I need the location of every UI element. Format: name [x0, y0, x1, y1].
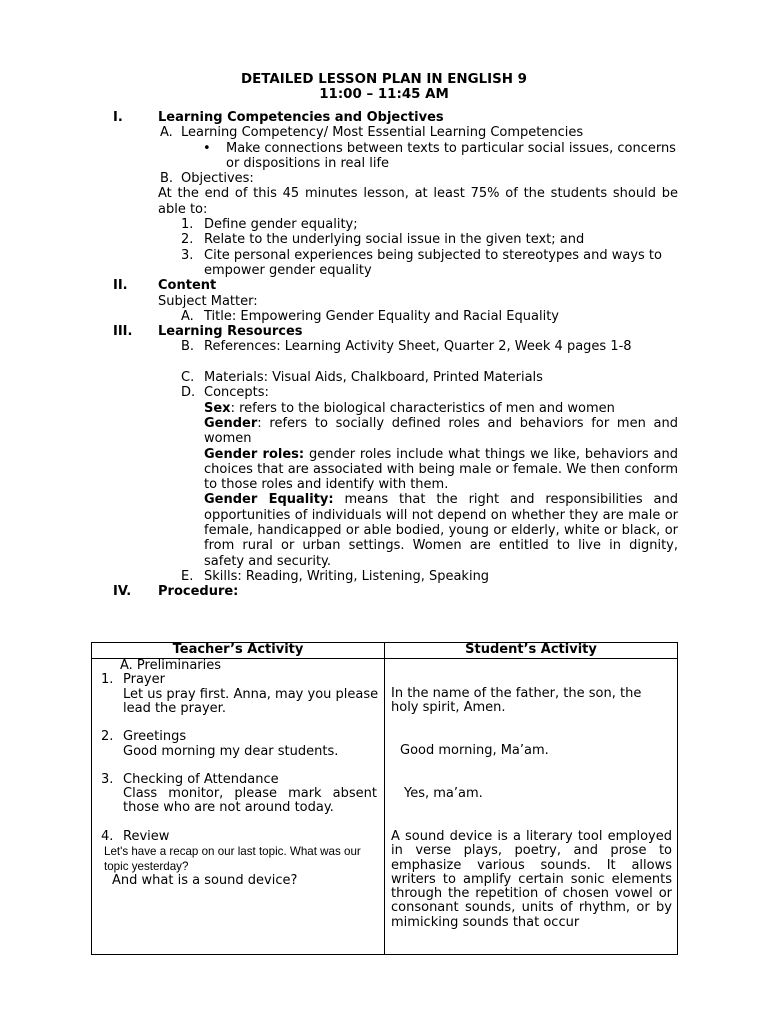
skills-item [0, 569, 768, 584]
item-text: Title: Empowering Gender Equality and Racial Equality [204, 308, 559, 324]
concept-definition [0, 416, 768, 447]
item-text: Objectives: [181, 171, 254, 187]
item-marker: B. [181, 339, 195, 355]
item-text: Skills: Reading, Writing, Listening, Speaking [204, 568, 490, 584]
item-number: 3. [101, 772, 114, 787]
item-label: Checking of Attendance [123, 772, 279, 787]
title-item [0, 309, 768, 324]
section-number: IV. [113, 584, 132, 600]
item-marker: B. [160, 171, 174, 187]
section-1-heading [0, 110, 768, 125]
concept-term: Gender Equality: [204, 492, 334, 508]
concept-sep: : [257, 415, 262, 431]
concept-term: Gender [204, 415, 258, 431]
objective-item [0, 248, 768, 279]
section-number: III. [113, 324, 133, 340]
student-activity-header: Student’s Activity [385, 643, 678, 659]
item-number: 2. [101, 729, 114, 744]
bullet-icon: • [203, 140, 211, 156]
objective-number: 1. [181, 217, 194, 233]
item-marker: D. [181, 385, 196, 401]
concept-def: refers to socially defined roles and behaviors for men and women [204, 415, 678, 447]
table-row [92, 659, 678, 955]
teacher-activity-cell [92, 659, 385, 955]
item-text: Learning Competency/ Most Essential Learning Competencies [181, 125, 584, 141]
teacher-text-small: Let's have a recap on our last topic. What was our topic yesterday? [104, 845, 361, 873]
objective-text: Relate to the underlying social issue in the given text; and [204, 232, 585, 248]
item-number: 1. [101, 672, 114, 687]
section-title: Content [158, 278, 217, 294]
objective-text: Cite personal experiences being subjected to stereotypes and ways to empower gender equality [204, 247, 662, 278]
concept-def: gender roles include what things we like, behaviors and choices that are associated with being male or female. We then conform to those roles and identify with them. [204, 446, 678, 493]
student-text: A sound device is a literary tool employed in verse plays, poetry, and prose to emphasize various sounds. It allows writers to amplify certain sonic elements through the repetition of chosen vowel or consonant sounds, units of rhythm, or by mimicking sounds that occur [391, 829, 672, 930]
teacher-activity-header: Teacher’s Activity [92, 643, 385, 659]
table-header-row [92, 643, 678, 659]
item-marker: E. [181, 568, 194, 584]
item-text: References: Learning Activity Sheet, Quarter 2, Week 4 pages 1-8 [204, 339, 632, 355]
objective-number: 3. [181, 247, 194, 263]
bullet-text: Make connections between texts to particular social issues, concerns or dispositions in real life [226, 140, 676, 171]
concept-term: Gender roles: [204, 446, 305, 462]
section-number: I. [113, 110, 123, 125]
concept-sep: : [230, 400, 235, 416]
item-label: Review [123, 829, 170, 844]
student-text: Good morning, Ma’am. [400, 743, 549, 758]
student-text: Yes, ma’am. [404, 786, 483, 801]
subject-matter-label [0, 294, 768, 309]
materials-item [0, 370, 768, 385]
competency-bullet [0, 141, 768, 172]
item-marker: A. [181, 308, 194, 324]
item-label: Prayer [123, 672, 165, 687]
item-marker: C. [181, 370, 195, 386]
teacher-text: And what is a sound device? [112, 873, 298, 888]
concept-definition [0, 492, 768, 568]
section-4-heading [0, 584, 768, 599]
section-title: Learning Competencies and Objectives [158, 110, 444, 125]
teacher-text: Let us pray first. Anna, may you please lead the prayer. [123, 687, 379, 717]
section-title: Procedure: [158, 584, 239, 600]
section-2-heading [0, 278, 768, 293]
objective-item [0, 217, 768, 232]
lesson-outline [0, 110, 768, 600]
item-text: Materials: Visual Aids, Chalkboard, Printed Materials [204, 370, 543, 386]
concepts-item [0, 385, 768, 400]
concept-def: refers to the biological characteristics of men and women [234, 400, 615, 416]
concept-def: means that the right and responsibilities and opportunities of individuals will not depend on whether they are male or female, handicapped or able bodied, young or elderly, white or black, or from rural or urban settings. Women are entitled to live in dignity, safety and security. [204, 492, 678, 569]
preliminaries-label: A. Preliminaries [120, 659, 222, 673]
objective-text: Define gender equality; [204, 217, 358, 233]
teacher-text: Good morning my dear students. [123, 744, 339, 759]
objective-item [0, 232, 768, 247]
lesson-time: 11:00 – 11:45 AM [319, 87, 449, 102]
item-marker: A. [160, 125, 173, 141]
item-number: 4. [101, 829, 114, 844]
concept-definition [0, 401, 768, 416]
item-label: Greetings [123, 729, 187, 744]
teacher-text: Class monitor, please mark absent those who are not around today. [123, 786, 377, 816]
document-title: DETAILED LESSON PLAN IN ENGLISH 9 [241, 72, 527, 87]
concept-definition [0, 447, 768, 493]
concept-term: Sex [204, 400, 231, 416]
intro-text: At the end of this 45 minutes lesson, at least 75% of the students should be able to: [158, 186, 678, 217]
section-number: II. [113, 278, 128, 294]
section-title: Learning Resources [158, 324, 303, 340]
objectives-intro [0, 186, 768, 217]
subject-text: Subject Matter: [158, 293, 258, 309]
student-activity-cell [385, 659, 678, 955]
references-item [0, 339, 768, 370]
objectives-item [0, 171, 768, 186]
competency-item [0, 125, 768, 140]
student-text: In the name of the father, the son, the holy spirit, Amen. [391, 686, 642, 716]
item-text: Concepts: [204, 385, 269, 401]
section-3-heading [0, 324, 768, 339]
objective-number: 2. [181, 232, 194, 248]
activity-table [91, 642, 678, 955]
